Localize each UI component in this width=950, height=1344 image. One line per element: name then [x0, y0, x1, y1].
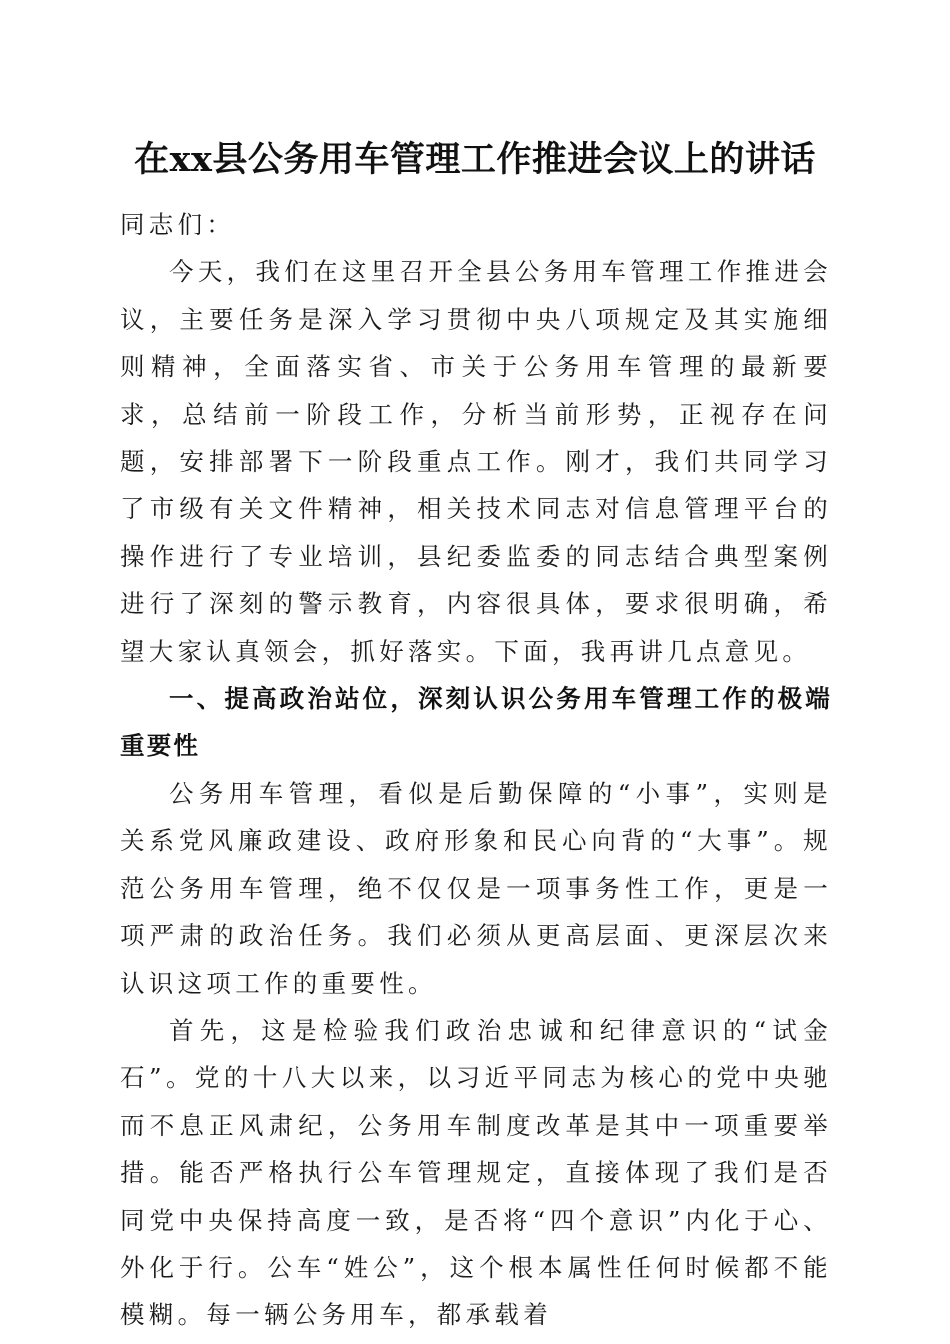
section-heading-1: 一、提高政治站位，深刻认识公务用车管理工作的极端重要性	[120, 684, 832, 761]
paragraph-intro: 今天，我们在这里召开全县公务用车管理工作推进会议，主要任务是深入学习贯彻中央八项规定及其实施细则精神，全面落实省、市关于公务用车管理的最新要求，总结前一阶段工作，分析当前形势，正视存在问题，安排部署下一阶段重点工作。刚才，我们共同学习了市级有关文件精神，相关技术同志对信息管理平台的操作进行了专业培训，县纪委监委的同志结合典型案例进行了深刻的警示教育，内容很具体，要求很明确，希望大家认真领会，抓好落实。下面，我再讲几点意见。	[120, 257, 832, 666]
paragraph-importance: 公务用车管理，看似是后勤保障的“小事”，实则是关系党风廉政建设、政府形象和民心向背的“大事”。规范公务用车管理，绝不仅仅是一项事务性工作，更是一项严肃的政治任务。我们必须从更高层面、更深层次来认识这项工作的重要性。	[120, 778, 832, 998]
document-body	[120, 201, 832, 1339]
salutation: 同志们：	[120, 210, 236, 239]
document-title: 在xx县公务用车管理工作推进会议上的讲话	[134, 139, 816, 180]
paragraph-first-point: 首先，这是检验我们政治忠诚和纪律意识的“试金石”。党的十八大以来，以习近平同志为核心的党中央驰而不息正风肃纪，公务用车制度改革是其中一项重要举措。能否严格执行公车管理规定，直接体现了我们是否同党中央保持高度一致，是否将“四个意识”内化于心、外化于行。公车“姓公”，这个根本属性任何时候都不能模糊。每一辆公务用车，都承载着	[120, 1015, 832, 1330]
